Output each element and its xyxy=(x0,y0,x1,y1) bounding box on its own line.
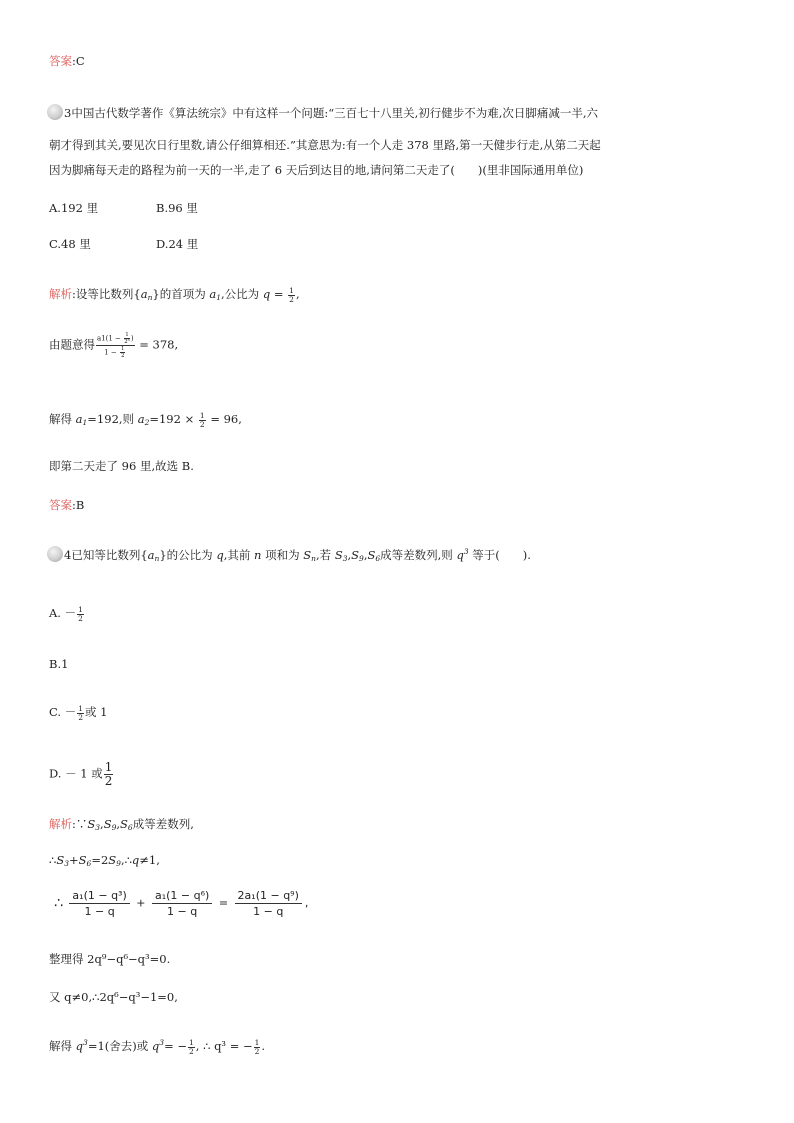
q3-number: 3 xyxy=(64,106,72,120)
question-bullet-icon xyxy=(47,104,63,120)
q3-solution-line1: 解析:设等比数列$\{a_n\}$的首项为 $a_1$,公比为 q = $\frac{1}{2}$ , xyxy=(49,285,300,304)
q3-solution-line3: 解得 $a_1=192$,则 $a_2=192$ × $\frac{1}{2}$ = 96, xyxy=(49,410,242,429)
q3-option-d: D.24 里 xyxy=(156,237,199,251)
solution-label: 解析 xyxy=(49,287,72,301)
q3-answer xyxy=(49,497,84,513)
q3-option-c: C.48 里 xyxy=(49,237,91,251)
answer-label: 答案 xyxy=(49,54,72,68)
q4-solution-line2: $\therefore S_3+S_6=2S_9,\therefore q\ne 1$, xyxy=(49,853,160,868)
answer-prev xyxy=(49,53,85,69)
q3-line1 xyxy=(47,104,598,121)
question-bullet-icon xyxy=(47,546,63,562)
q4-option-a: A. － $\frac{1}{2}$ xyxy=(49,604,83,623)
q4-solution-line4: 整理得 2q⁹−q⁶−q³=0. xyxy=(49,952,171,966)
q3-solution-line4: 即第二天走了 96 里,故选 B. xyxy=(49,459,194,473)
q4-solution-line6: 解得 $q^3=1$(舍去)或 $q^3=$ − $\frac{1}{2}$ , ∴ q³ = − $\frac{1}{2}$ . xyxy=(49,1037,266,1056)
q3-solution-line2: 由题意得 a1(1 − $\frac{1}{\text{2⁶}}$ ) 1 − $\frac{1}{2}$ = 378, xyxy=(49,332,179,359)
q3-option-a: A.192 里 xyxy=(49,201,99,215)
answer-value: :C xyxy=(72,54,85,68)
sum-formula: a1(1 − $\frac{1}{\text{2⁶}}$ ) 1 − $\frac{1}{2}$ xyxy=(97,332,134,359)
q4-number: 4 xyxy=(64,548,72,562)
q4-option-c: C. － $\frac{1}{2}$ 或 1 xyxy=(49,703,108,722)
answer-value: :B xyxy=(72,498,85,512)
q4-stem: 4已知等比数列$\{a_n\}$的公比为 q,其前 n 项和为 $S_n$,若 $S_3,S_9,S_6$成等差数列,则 $q^3$ 等于( ). xyxy=(47,546,531,563)
q4-solution-line3: ∴ $\frac{\text{a₁(1 − q³)}}{1 - q}$ + $\frac{\text{a₁(1 − q⁶)}}{1 - q}$ = $\frac{\text{2a₁(1 − q⁹)}}{1 - q}$ , xyxy=(54,889,309,918)
q4-solution-line5: 又 q≠0,∴2q⁶−q³−1=0, xyxy=(49,990,178,1004)
solution-label: 解析 xyxy=(49,817,72,831)
q3-line3: 因为脚痛每天走的路程为前一天的一半,走了 6 天后到达目的地,请问第二天走了( )(里非国际通用单位) xyxy=(49,163,584,177)
q3-option-b: B.96 里 xyxy=(156,201,198,215)
answer-label: 答案 xyxy=(49,498,72,512)
q4-solution-line1: 解析$:\because S_3,S_9,S_6$成等差数列, xyxy=(49,817,194,832)
q4-option-d: D. － 1 或 $\frac{1}{2}$ xyxy=(49,760,113,788)
q4-option-b: B.1 xyxy=(49,657,69,671)
q3-text-1: 中国古代数学著作《算法统宗》中有这样一个问题:“三百七十八里关,初行健步不为难,次日脚痛减一半,六 xyxy=(71,106,599,120)
q3-line2: 朝才得到其关,要见次日行里数,请公仔细算相还.”其意思为:有一个人走 378 里路,第一天健步行走,从第二天起 xyxy=(49,138,601,152)
